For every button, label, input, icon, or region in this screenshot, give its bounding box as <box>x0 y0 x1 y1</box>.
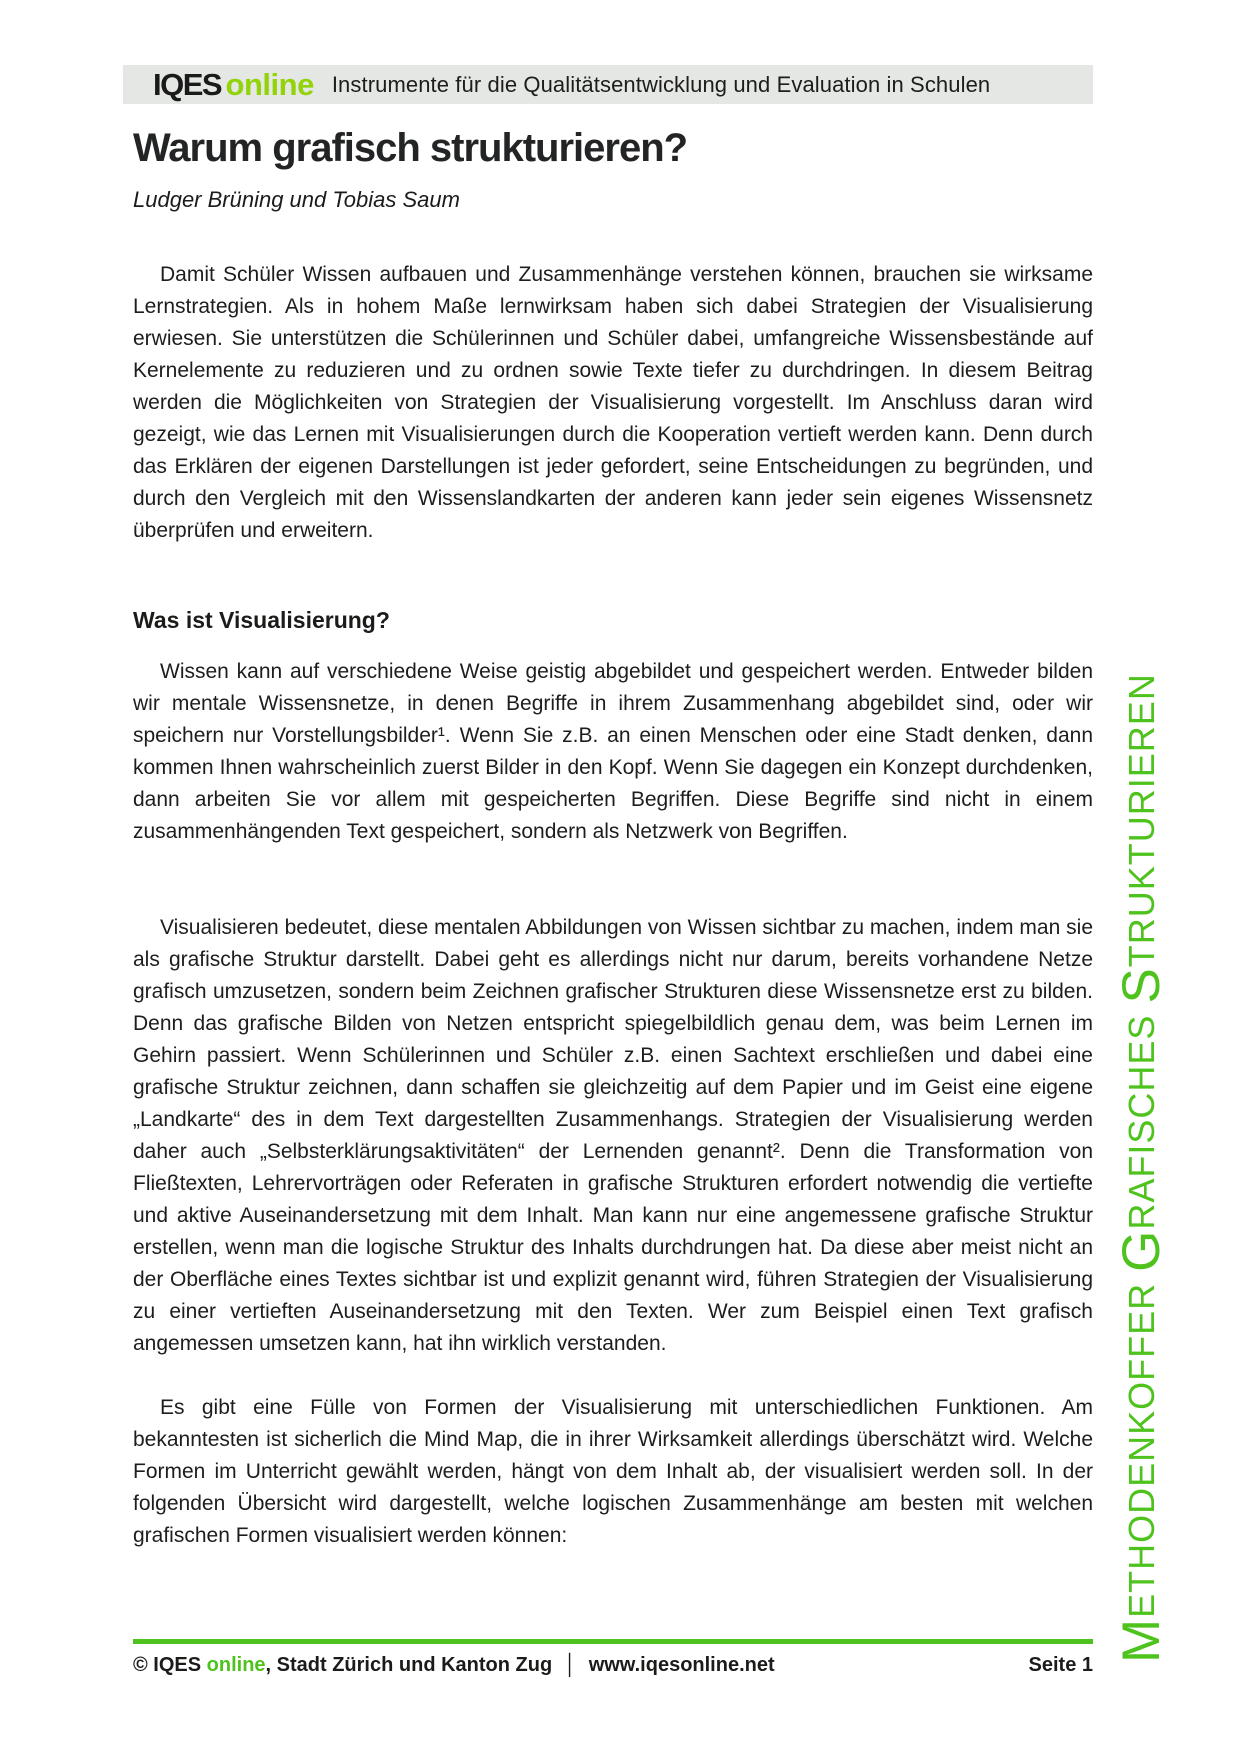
series-word: TRUKTURIEREN <box>1121 673 1162 968</box>
copyright-online: online <box>206 1654 266 1676</box>
body-paragraph: Es gibt eine Fülle von Formen der Visualisierung mit unterschiedlichen Funktionen. Am bekanntesten ist sicherlich die Mind Map, die in ihrer Wirksamkeit allerdings überschätzt wird. Welche Formen im Unterricht gewählt werden, hängt von dem Inhalt ab, der visualisiert werden soll. In der folgenden Übersicht wird dargestellt, welche logischen Zusammenhänge am besten mit welchen grafischen Formen visualisiert werden können: <box>133 1396 1093 1547</box>
header-tagline: Instrumente für die Qualitätsentwicklung und Evaluation in Schulen <box>331 71 991 97</box>
series-word: ETHODENKOFFER <box>1121 1271 1162 1618</box>
iqes-online-logo <box>153 67 314 103</box>
vertical-series-label <box>1106 673 1178 1663</box>
page-number: Seite 1 <box>1028 1654 1093 1676</box>
header-bar <box>123 65 1093 104</box>
authors-line: Ludger Brüning und Tobias Saum <box>133 187 460 212</box>
page-title: Warum grafisch strukturieren? <box>133 126 688 170</box>
body-paragraph: Wissen kann auf verschiedene Weise geistig abgebildet und gespeichert werden. Entweder bilden wir mentale Wissensnetze, in denen Begriffe in ihrem Zusammenhang abgebildet sind, oder wir speichern nur Vorstellungsbilder¹. Wenn Sie z.B. an einen Menschen oder eine Stadt denken, dann kommen Ihnen wahrscheinlich zuerst Bilder in den Kopf. Wenn Sie dagegen ein Konzept durchdenken, dann arbeiten Sie vor allem mit gespeicherten Begriffen. Diese Begriffe sind nicht in einem zusammenhängenden Text gespeichert, sondern als Netzwerk von Begriffen. <box>133 660 1093 843</box>
copyright-mid: , Stadt Zürich und Kanton Zug <box>265 1654 553 1676</box>
logo-iqes-text: IQES <box>153 66 222 102</box>
series-word: RAFISCHES <box>1121 1003 1162 1230</box>
body-paragraph: Visualisieren bedeutet, diese mentalen Abbildungen von Wissen sichtbar zu machen, indem man sie als grafische Struktur darstellt. Dabei geht es allerdings nicht nur darum, bereits vorhandene Netze grafisch umzusetzen, sondern beim Zeichnen grafischer Strukturen diese Wissensnetze erst zu bilden. Denn das grafische Bilden von Netzen entspricht spiegelbildlich genau dem, was beim Lernen im Gehirn passiert. Wenn Schülerinnen und Schüler z.B. einen Sachtext erschließen und dabei eine grafische Struktur zeichnen, dann schaffen sie gleichzeitig auf dem Papier und im Geist eine eigene „Landkarte“ des in dem Text dargestellten Zusammenhangs. Strategien der Visualisierung werden daher auch „Selbsterklärungsaktivitäten“ der Lernenden genannt². Denn die Transformation von Fließtexten, Lehrervorträgen oder Referaten in grafische Strukturen erfordert notwendig die vertiefte und aktive Auseinandersetzung mit dem Inhalt. Man kann nur eine angemessene grafische Struktur erstellen, wenn man die logische Struktur des Inhalts durchdrungen hat. Da diese aber meist nicht an der Oberfläche eines Textes sichtbar ist und explizit genannt wird, führen Strategien der Visualisierung zu einer vertieften Auseinandersetzung mit den Texten. Wer zum Beispiel einen Text grafisch angemessen umsetzen kann, hat ihn wirklich verstanden. <box>133 916 1093 1355</box>
footer-rule <box>133 1639 1093 1644</box>
copyright-prefix: © IQES <box>133 1654 207 1676</box>
footer-url: www.iqesonline.net <box>588 1654 775 1676</box>
footer-separator: │ <box>564 1654 577 1676</box>
section-heading: Was ist Visualisierung? <box>133 607 390 633</box>
series-initial: S <box>1112 967 1171 1004</box>
intro-paragraph: Damit Schüler Wissen aufbauen und Zusammenhänge verstehen können, brauchen sie wirksame Lernstrategien. Als in hohem Maße lernwirksam haben sich dabei Strategien der Visualisierung erwiesen. Sie unterstützen die Schülerinnen und Schüler dabei, umfangreiche Wissensbestände auf Kernelemente zu reduzieren und zu ordnen sowie Texte tiefer zu durchdringen. In diesem Beitrag werden die Möglichkeiten von Strategien der Visualisierung vorgestellt. Im Anschluss daran wird gezeigt, wie das Lernen mit Visualisierungen durch die Kooperation vertieft werden kann. Denn durch das Erklären der eigenen Darstellungen ist jeder gefordert, seine Entscheidungen zu begründen, und durch den Vergleich mit den Wissenslandkarten der anderen kann jeder sein eigenes Wissensnetz überprüfen und erweitern. <box>133 263 1093 542</box>
footer-copyright <box>133 1654 775 1677</box>
footer <box>133 1654 1093 1677</box>
series-initial: G <box>1112 1229 1171 1272</box>
logo-online-text: online <box>225 66 314 102</box>
series-initial: M <box>1112 1617 1171 1663</box>
article-content <box>133 126 1093 1552</box>
